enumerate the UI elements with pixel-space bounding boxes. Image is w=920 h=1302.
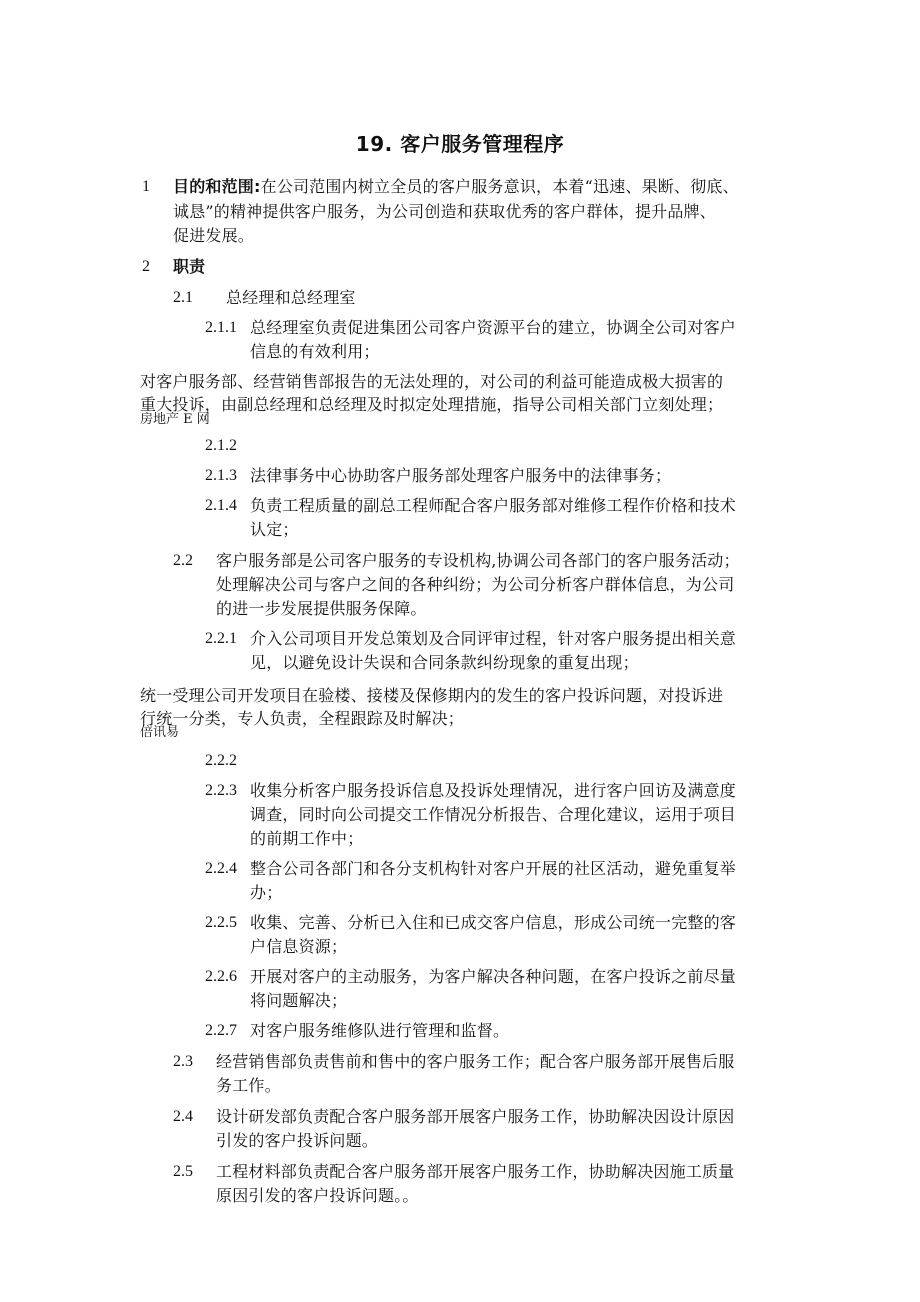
item-2-2-3-line-1: 收集分析客户服务投诉信息及投诉处理情况，进行客户回访及满意度	[250, 781, 737, 800]
item-2-4-number: 2.4	[173, 1108, 193, 1125]
item-2-4-line-1: 设计研发部负责配合客户服务部开展客户服务工作，协助解决因设计原因	[216, 1107, 735, 1126]
item-2-1-1-line-1: 总经理室负责促进集团公司客户资源平台的建立，协调全公司对客户	[250, 318, 737, 337]
item-2-2-1-number: 2.2.1	[205, 630, 237, 647]
item-2-2-4-line-1: 整合公司各部门和各分支机构针对客户开展的社区活动，避免重复举	[250, 859, 737, 878]
item-2-4-line-2: 引发的客户投诉问题。	[216, 1131, 379, 1150]
item-2-2-7-text: 对客户服务维修队进行管理和监督。	[250, 1021, 510, 1040]
paragraph-a-line-1: 对客户服务部、经营销售部报告的无法处理的，对公司的利益可能造成极大损害的	[140, 372, 724, 391]
item-2-1-3-number: 2.1.3	[205, 467, 237, 484]
watermark-text-b: 倍讯易	[140, 725, 180, 740]
item-2-2-5-line-2: 户信息资源；	[250, 937, 348, 956]
item-2-1-number: 2.1	[173, 289, 193, 306]
paragraph-b-line-1: 统一受理公司开发项目在验楼、接楼及保修期内的发生的客户投诉问题，对投诉进	[140, 686, 724, 705]
section-1-line-3: 促进发展。	[173, 226, 255, 245]
item-2-5-line-1: 工程材料部负责配合客户服务部开展客户服务工作，协助解决因施工质量	[216, 1162, 735, 1181]
item-2-1-3-text: 法律事务中心协助客户服务部处理客户服务中的法律事务；	[250, 466, 672, 485]
item-2-2-6-line-2: 将问题解决；	[250, 991, 348, 1010]
item-2-2-number: 2.2	[173, 552, 193, 569]
document-title: 19. 客户服务管理程序	[355, 132, 565, 156]
item-2-2-6-line-1: 开展对客户的主动服务，为客户解决各种问题，在客户投诉之前尽量	[250, 967, 737, 986]
item-2-3-line-2: 务工作。	[216, 1076, 281, 1095]
item-2-2-3-number: 2.2.3	[205, 782, 237, 799]
paragraph-b-line-2: 行统一分类，专人负责，全程跟踪及时解决；	[140, 709, 465, 728]
item-2-3-line-1: 经营销售部负责售前和售中的客户服务工作；配合客户服务部开展售后服	[216, 1052, 735, 1071]
section-2-number: 2	[142, 258, 150, 275]
item-2-1-1-line-2: 信息的有效利用；	[250, 342, 380, 361]
section-2-heading: 职责	[173, 257, 206, 276]
item-2-1-4-line-1: 负责工程质量的副总工程师配合客户服务部对维修工程作价格和技术	[250, 496, 737, 515]
item-2-2-7-number: 2.2.7	[205, 1022, 237, 1039]
item-2-1-4-number: 2.1.4	[205, 497, 237, 514]
item-2-2-1-line-1: 介入公司项目开发总策划及合同评审过程，针对客户服务提出相关意	[250, 629, 737, 648]
section-1-line-1	[173, 175, 739, 199]
item-2-1-2-number: 2.1.2	[205, 437, 237, 454]
item-2-3-number: 2.3	[173, 1053, 193, 1070]
section-1-text-1: 在公司范围内树立全员的客户服务意识，本着“迅速、果断、彻底、	[260, 177, 739, 196]
item-2-5-line-2: 原因引发的客户投诉问题。。	[216, 1186, 419, 1205]
item-2-2-4-line-2: 办；	[250, 883, 283, 902]
item-2-2-4-number: 2.2.4	[205, 860, 237, 877]
item-2-2-6-number: 2.2.6	[205, 968, 237, 985]
item-2-1-text: 总经理和总经理室	[226, 288, 356, 307]
item-2-2-3-line-3: 的前期工作中；	[250, 829, 364, 848]
item-2-2-line-3: 的进一步发展提供服务保障。	[216, 599, 427, 618]
item-2-1-1-number: 2.1.1	[205, 319, 237, 336]
item-2-2-line-1: 客户服务部是公司客户服务的专设机构,协调公司各部门的客户服务活动；	[216, 551, 740, 570]
item-2-2-2-number: 2.2.2	[205, 752, 237, 769]
item-2-1-4-line-2: 认定；	[250, 520, 299, 539]
item-2-2-5-line-1: 收集、完善、分析已入住和已成交客户信息，形成公司统一完整的客	[250, 913, 737, 932]
section-1-number: 1	[142, 178, 150, 195]
section-1-line-2: 诚恳”的精神提供客户服务，为公司创造和获取优秀的客户群体，提升品牌、	[173, 202, 716, 221]
item-2-2-3-line-2: 调查，同时向公司提交工作情况分析报告、合理化建议，运用于项目	[250, 805, 737, 824]
paragraph-a-line-2: 重大投诉，由副总经理和总经理及时拟定处理措施，指导公司相关部门立刻处理；	[140, 395, 724, 414]
item-2-2-5-number: 2.2.5	[205, 914, 237, 931]
item-2-2-line-2: 处理解决公司与客户之间的各种纠纷；为公司分析客户群体信息，为公司	[216, 575, 735, 594]
section-1-heading: 目的和范围	[173, 177, 255, 196]
item-2-5-number: 2.5	[173, 1163, 193, 1180]
watermark-text-a: 房地产 E 网	[140, 412, 210, 427]
section-1-colon: :	[254, 177, 261, 196]
item-2-2-1-line-2: 见，以避免设计失误和合同条款纠纷现象的重复出现；	[250, 653, 639, 672]
